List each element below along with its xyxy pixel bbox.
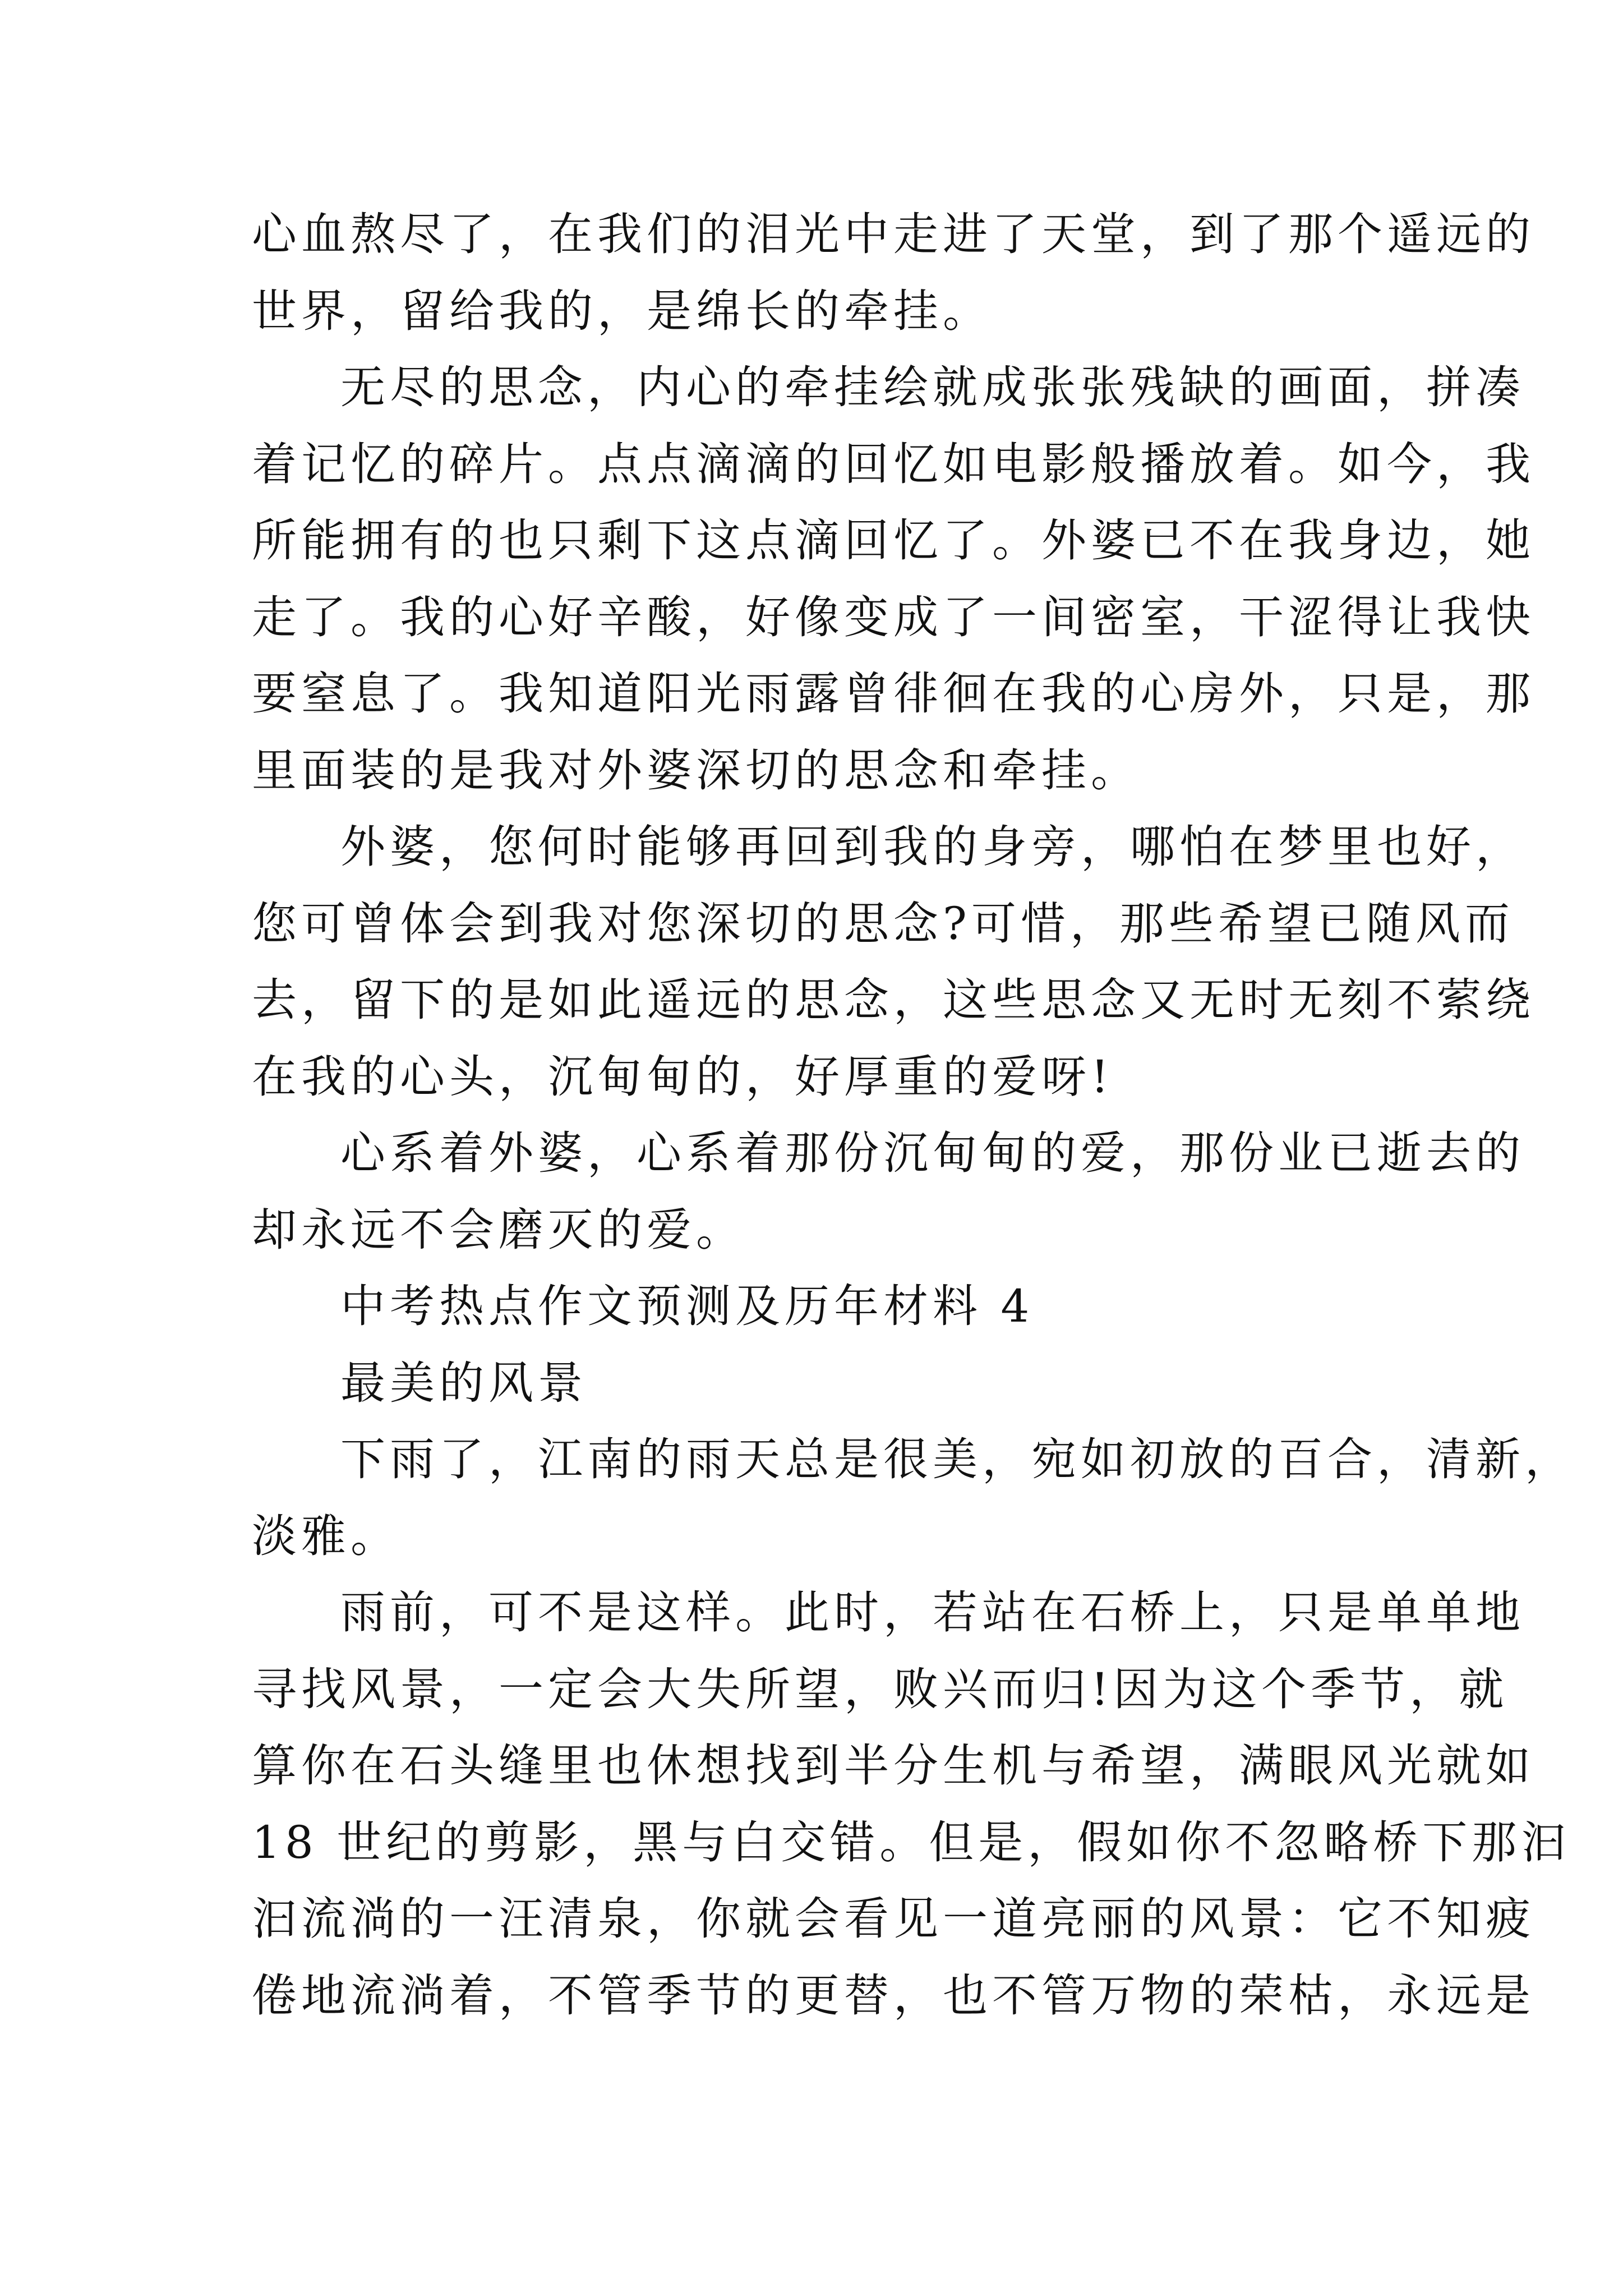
text-line: 汩流淌的一汪清泉，你就会看见一道亮丽的风景：它不知疲 xyxy=(252,1893,1535,1945)
text-line: 18 世纪的剪影，黑与白交错。但是，假如你不忽略桥下那汩 xyxy=(252,1816,1571,1869)
text-line: 心系着外婆，心系着那份沉甸甸的爱，那份业已逝去的 xyxy=(340,1127,1525,1179)
text-line: 在我的心头，沉甸甸的，好厚重的爱呀! xyxy=(252,1050,1114,1103)
text-line: 去，留下的是如此遥远的思念，这些思念又无时无刻不萦绕 xyxy=(252,974,1535,1026)
text-line: 所能拥有的也只剩下这点滴回忆了。外婆已不在我身边，她 xyxy=(252,514,1535,567)
text-line: 外婆，您何时能够再回到我的身旁，哪怕在梦里也好， xyxy=(340,821,1525,873)
text-line: 里面装的是我对外婆深切的思念和牵挂。 xyxy=(252,744,1140,797)
text-line: 走了。我的心好辛酸，好像变成了一间密室，干涩得让我快 xyxy=(252,591,1535,643)
text-line: 淡雅。 xyxy=(252,1510,400,1562)
text-line: 算你在石头缝里也休想找到半分生机与希望，满眼风光就如 xyxy=(252,1740,1535,1792)
text-line: 下雨了，江南的雨天总是很美，宛如初放的百合，清新， xyxy=(340,1433,1574,1485)
text-line: 雨前，可不是这样。此时，若站在石桥上，只是单单地 xyxy=(340,1586,1525,1639)
text-line: 倦地流淌着，不管季节的更替，也不管万物的荣枯，永远是 xyxy=(252,1969,1535,2022)
text-line: 您可曾体会到我对您深切的思念?可惜，那些希望已随风而 xyxy=(252,897,1514,950)
text-line: 无尽的思念，内心的牵挂绘就成张张残缺的画面，拼凑 xyxy=(340,361,1525,413)
text-line: 寻找风景，一定会大失所望，败兴而归!因为这个季节，就 xyxy=(252,1663,1509,1715)
essay-title: 最美的风景 xyxy=(340,1356,587,1409)
text-line: 要窒息了。我知道阳光雨露曾徘徊在我的心房外，只是，那 xyxy=(252,668,1535,720)
section-heading: 中考热点作文预测及历年材料 4 xyxy=(340,1280,1034,1332)
text-line: 世界，留给我的，是绵长的牵挂。 xyxy=(252,284,992,337)
text-line: 心血熬尽了，在我们的泪光中走进了天堂，到了那个遥远的 xyxy=(252,208,1535,260)
document-body xyxy=(252,196,1574,2034)
text-line: 却永远不会磨灭的爱。 xyxy=(252,1203,745,1256)
text-line: 着记忆的碎片。点点滴滴的回忆如电影般播放着。如今，我 xyxy=(252,438,1535,490)
